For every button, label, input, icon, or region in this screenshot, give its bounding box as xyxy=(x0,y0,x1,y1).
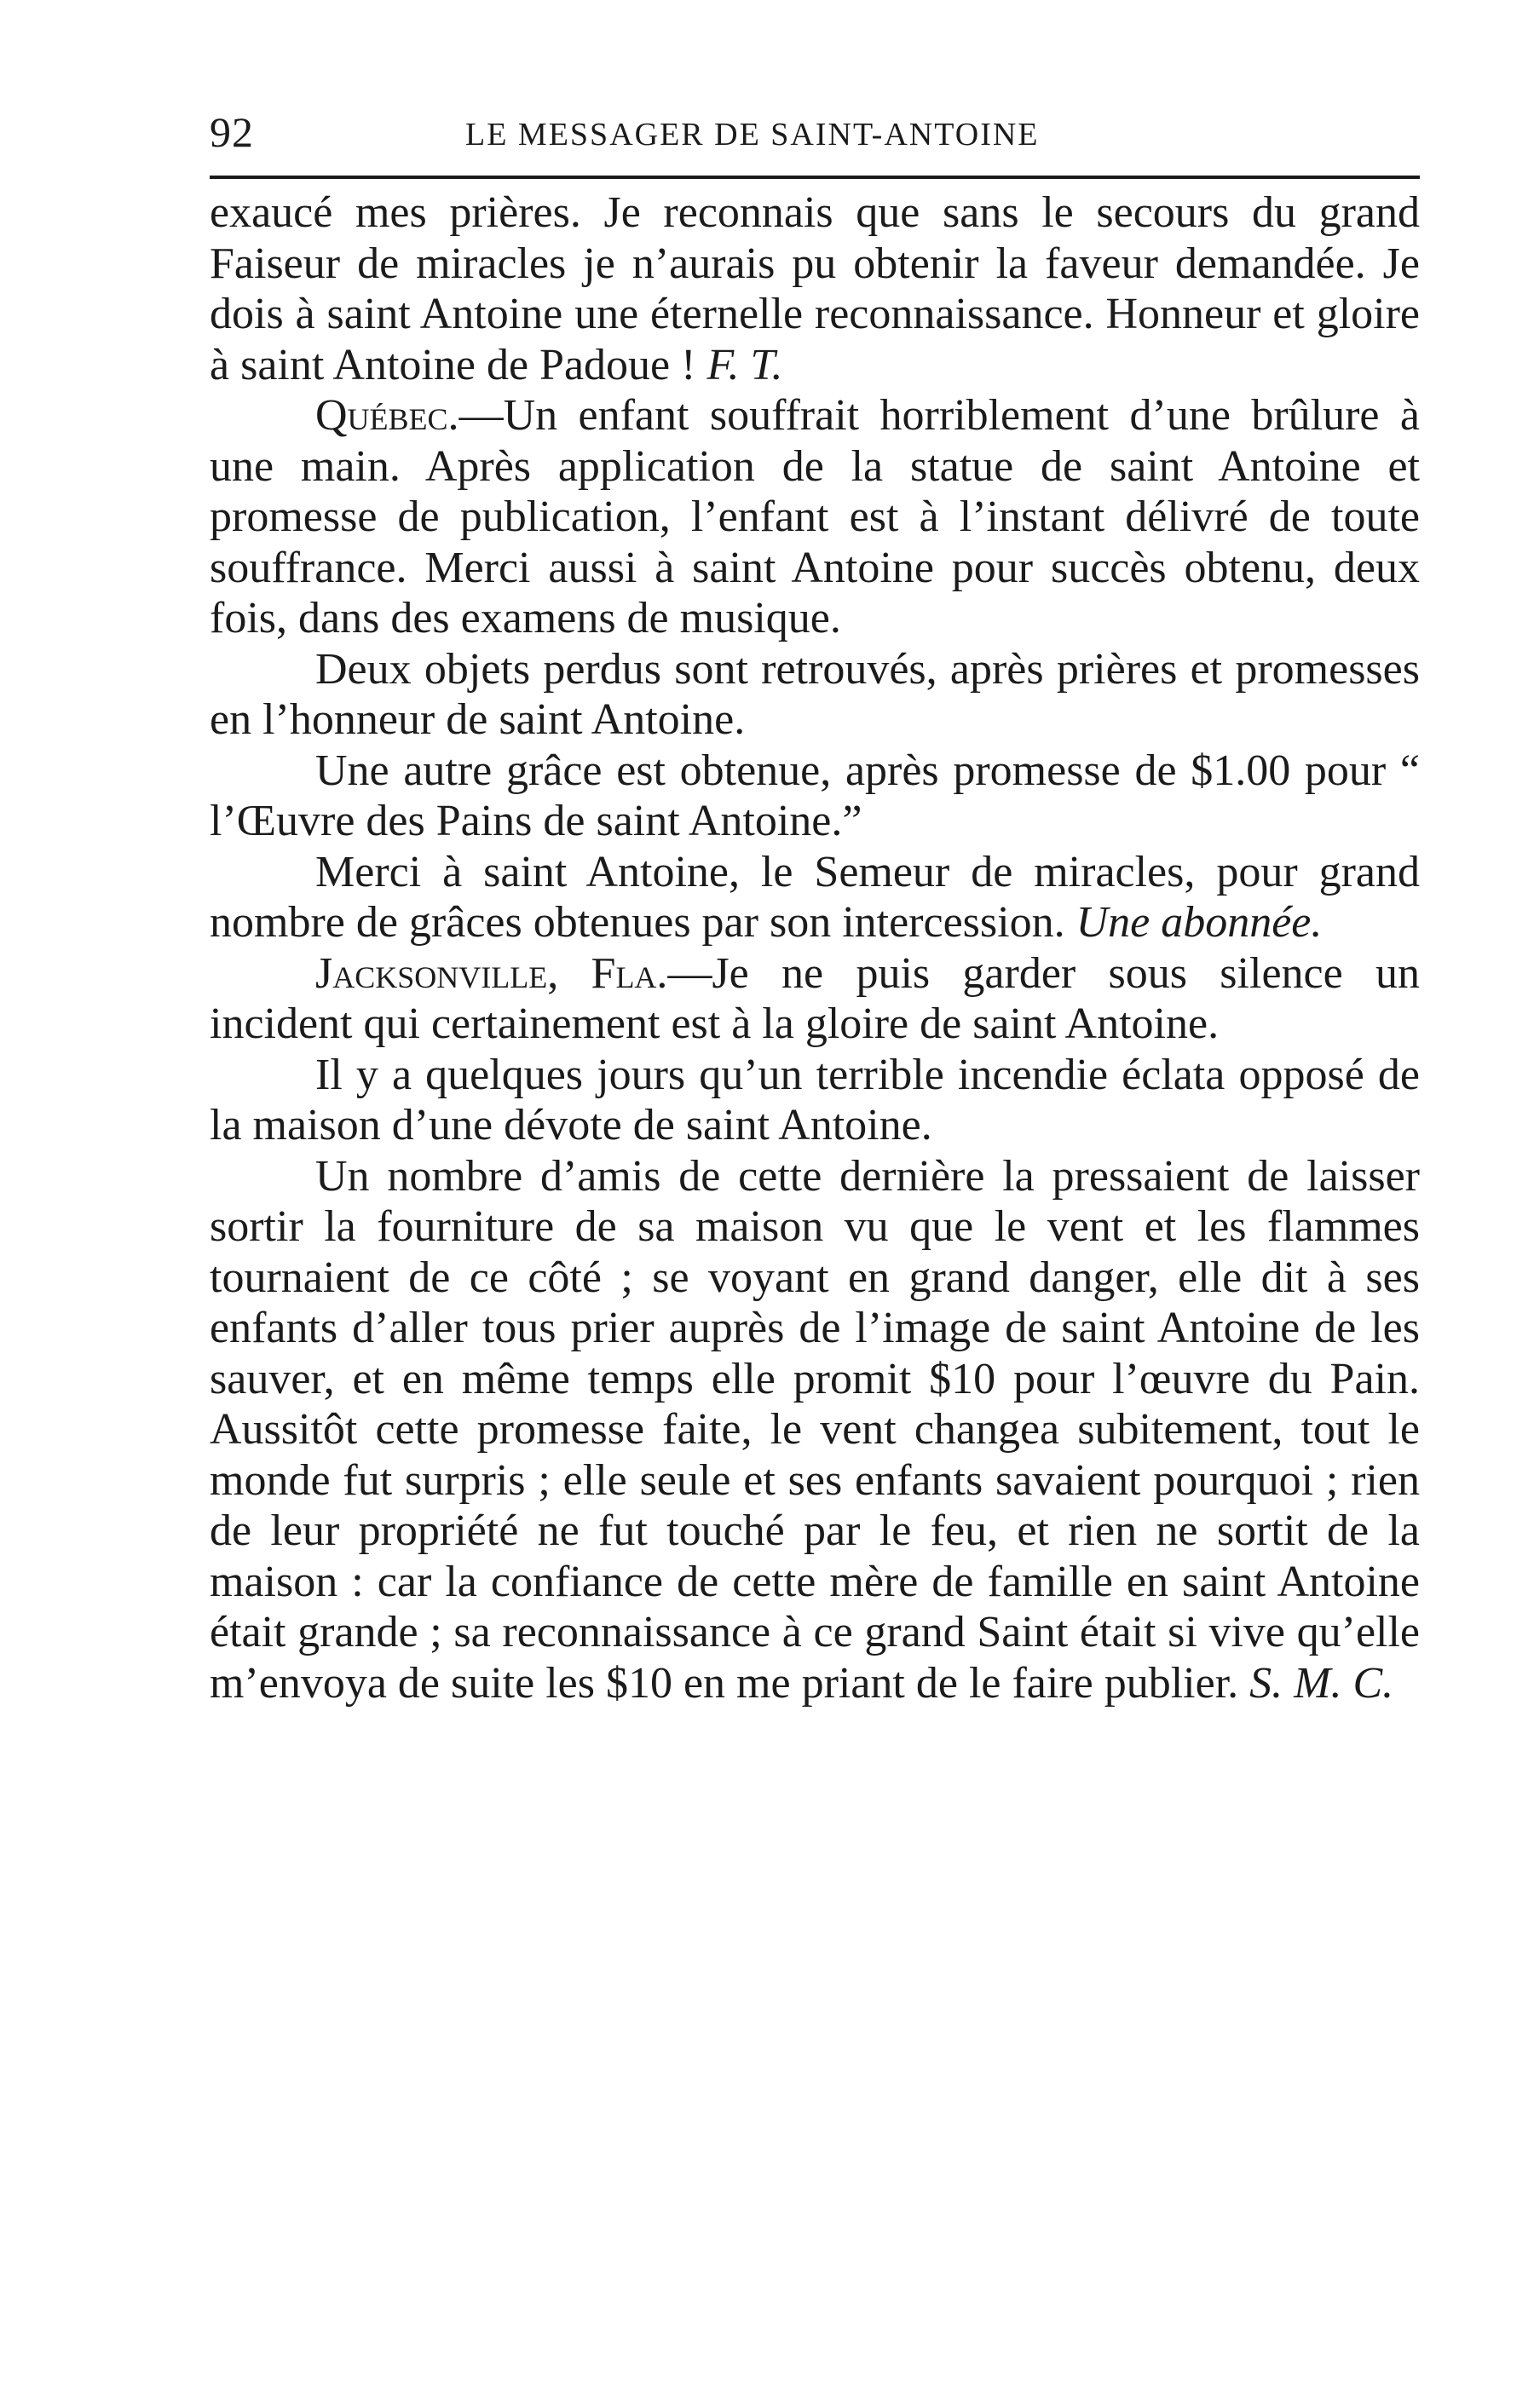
running-title: LE MESSAGER DE SAINT-ANTOINE xyxy=(465,117,1040,153)
paragraph xyxy=(210,187,1420,390)
place-lead: Québec. xyxy=(315,391,459,440)
paragraph xyxy=(210,390,1420,644)
paragraph xyxy=(210,948,1420,1050)
paragraph xyxy=(210,1050,1420,1151)
body-text xyxy=(210,187,1420,1708)
signature: S. M. C. xyxy=(1249,1658,1394,1708)
paragraph xyxy=(210,644,1420,746)
paragraph xyxy=(210,746,1420,847)
running-head xyxy=(210,102,1420,170)
signature: F. T. xyxy=(706,340,783,389)
paragraph xyxy=(210,847,1420,948)
paragraph xyxy=(210,1151,1420,1709)
header-rule xyxy=(210,176,1420,179)
book-page xyxy=(210,102,1420,1708)
paragraph-text: Deux objets perdus sont retrouvés, après prières et promesses en l’honneur de saint Antoine. xyxy=(210,644,1420,744)
paragraph-text: Une autre grâce est obtenue, après promesse de $1.00 pour “ l’Œuvre des Pains de saint Antoine.” xyxy=(210,746,1420,845)
place-lead: Jacksonville, Fla. xyxy=(315,948,668,998)
paragraph-text: Un nombre d’amis de cette dernière la pressaient de laisser sortir la fourniture de sa maison vu que le vent et les flammes tournaient de ce côté ; se voyant en grand danger, elle dit à ses enfants d’aller tous prier auprès de l’image de saint Antoine de les sauver, et en même temps elle promit $10 pour l’œuvre du Pain. Aussitôt cette promesse faite, le vent changea subitement, tout le monde fut surpris ; elle seule et ses enfants savaient pourquoi ; rien de leur propriété ne fut touché par le feu, et rien ne sortit de la maison : car la confiance de cette mère de famille en saint Antoine était grande ; sa reconnaissance à ce grand Saint était si vive qu’elle m’envoya de suite les $10 en me priant de le faire publier. xyxy=(210,1151,1420,1708)
paragraph-text: Merci à saint Antoine, le Semeur de miracles, pour grand nombre de grâces obtenues par son intercession. xyxy=(210,847,1420,947)
paragraph-text: —Un enfant souffrait horriblement d’une brûlure à une main. Après application de la statue de saint Antoine et promesse de publication, l’enfant est à l’instant délivré de toute souffrance. Merci aussi à saint Antoine pour succès obtenu, deux fois, dans des examens de musique. xyxy=(210,391,1420,642)
paragraph-text: —Je ne puis garder sous silence un incident qui certainement est à la gloire de saint Antoine. xyxy=(210,948,1420,1048)
signature: Une abonnée. xyxy=(1076,898,1323,947)
paragraph-text: Il y a quelques jours qu’un terrible incendie éclata opposé de la maison d’une dévote de saint Antoine. xyxy=(210,1050,1420,1149)
paragraph-text: exaucé mes prières. Je reconnais que sans le secours du grand Faiseur de miracles je n’aurais pu obtenir la faveur demandée. Je dois à saint Antoine une éternelle reconnaissance. Honneur et gloire à saint Antoine de Padoue ! xyxy=(210,188,1420,389)
page-number: 92 xyxy=(210,108,254,156)
